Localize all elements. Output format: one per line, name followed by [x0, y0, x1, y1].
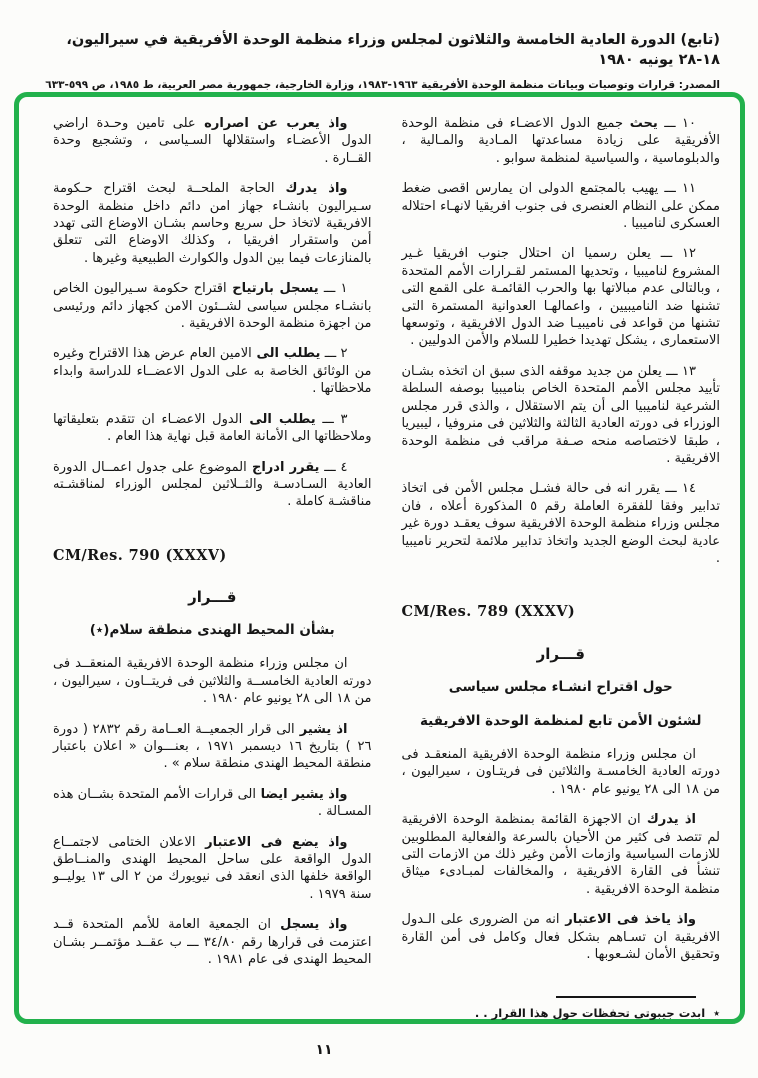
footnote-text: ابدت جيبوتى تحفظات حول هذا القرار . . — [474, 1006, 710, 1021]
paragraph-text: الدول الاعضـاء ان تتقدم بتعليقاتها وملاحظاتها الى الأمانة العامة قبل نهاية هذا العام . — [53, 411, 372, 445]
paragraph-text: ان مجلس وزراء منظمة الوحدة الافريقية المنعقـد فى دورته العادية الخامسـة والثلاثين فى فريتـاون ، سيراليون ، من ١٨ الى ٢٨ يونيو عام ١٩٨٠ . — [401, 747, 720, 797]
paragraph — [53, 411, 372, 446]
paragraph-text: يعلن من جديد موقفه الذى سبق ان اتخذه بشـان تأييد مجلس الأمم المتحدة الخاص بناميبيا بوصفه السلطة الشرعية لناميبيا الى أن يتم الاستقلال ، والذى قرر مجلس الوزراء فى دورته العادية الثالثة والثلاثين فى منروفيا ، ليبيريا ، طبقا لاختصاصه منحه صـفة مراقب فى منظمة الوحدة الافريقية . — [401, 363, 720, 466]
resolution-ref: CM/Res. 790 (XXXV) — [53, 546, 227, 564]
paragraph-text: الى قرار الجمعيــة العــامة رقم ٢٨٣٢ ( دورة ٢٦ ) بتاريخ ١٦ ديسمبر ١٩٧١ ، بعنـــوان « اعلان باعتبار منطقة المحيط الهندى منطقة سلام » . — [53, 721, 372, 772]
paragraph-text: الامين العام عرض هذا الاقتراح وغيره من الوثائق الخاصة به على الدول الاعضــاء للدراسة وابداء ملاحظاتها . — [53, 346, 372, 397]
paragraph-text: جميع الدول الاعضـاء فى منظمة الوحدة الأفريقية على زيادة مساعدتها المـادية والمـالية ، والدبلوماسية ، والسياسية لمنظمة سوابو . — [401, 116, 720, 166]
column-right — [401, 115, 721, 1021]
resolution-subtitle: حول اقتراح انشـاء مجلس سياسى — [448, 678, 673, 695]
paragraph — [53, 721, 372, 773]
paragraph — [402, 746, 721, 798]
paragraph-number: ١٤ ـــ — [659, 481, 696, 497]
paragraph-number: ١ ـــ — [318, 281, 348, 297]
paragraph-number: ١٣ ـــ — [661, 363, 696, 379]
paragraph — [53, 180, 372, 267]
paragraph-text: ان الاجهزة القائمة بمنظمة الوحدة الافريقية لم تتصد فى كثير من الأحيان بالسرعة والفعالية المطلوبين للازمات السياسية وازمات الأمن وغير ذلك من الازمات التى تنشأ فى القارة الافريقية ، والمخالفات لمبـادىء ميثاق منظمة الوحدة الافريقية . — [401, 812, 720, 897]
paragraph — [402, 363, 721, 467]
paragraph-text: يعلن رسميا ان احتلال جنوب افريقيا غـير المشروع لناميبيا ، وتحديها المستمر لقـرارات الأمم المتحدة ، وبالتالى عدم مبالاتها بها والحرب القائمـة على القمع التى تشنها ضد الناميبيين ، واعمالهـا العدوانية المستمرة التى تشنها من قواعد فى ناميبيـا ضد الدول الافريقية ، وتوسعها الاستعمارى ، يشكل تهديدا خطيرا للسلام والأمن الدوليين . — [401, 246, 720, 349]
paragraph-lead: واذ يشير ايضا — [256, 786, 348, 802]
source-line: المصدر: قرارات وتوصيات وبيانات منظمة الوحدة الأفريقية ١٩٦٣-١٩٨٣، وزارة الخارجية، جمهورية مصر العربية، ط ١٩٨٥، ص ٥٩٩-٦٣٣ — [45, 78, 720, 91]
paragraph — [402, 245, 721, 349]
paragraph — [53, 459, 372, 511]
paragraph — [53, 345, 372, 397]
paragraph-number: ١٠ ـــ — [657, 116, 696, 131]
footnote-divider — [556, 996, 696, 998]
paragraph-lead: يطلب الى — [251, 346, 321, 362]
paragraph-text: اقتراح حكومة سـيراليون الخاص بانشـاء مجلس سياسى لشــئون الامن كجهاز دائم ورئيسى من اجهزة منظمة الوحدة الافريقية . — [53, 281, 372, 332]
paragraph-number: ١١ ـــ — [658, 181, 696, 197]
paragraph-lead: يقرر ادراج — [246, 459, 320, 475]
green-border-frame — [14, 92, 745, 1024]
resolution-subtitle: بشأن المحيط الهندى منطقة سلام(٭) — [89, 622, 335, 639]
two-column-text — [53, 115, 720, 1021]
footnote-block — [402, 988, 721, 1022]
paragraph — [402, 811, 721, 898]
paragraph — [402, 911, 721, 963]
paragraph-number: ٢ ـــ — [320, 346, 348, 362]
paragraph-lead: واذ يضع فى الاعتبار — [195, 834, 348, 850]
paragraph-lead: يطلب الى — [242, 411, 316, 427]
resolution-title: قـــرار — [536, 644, 585, 663]
paragraph — [402, 180, 721, 232]
paragraph — [53, 786, 372, 821]
paragraph-lead: اذ يدرك — [640, 812, 696, 828]
paragraph-lead: واذ يدرك — [274, 181, 348, 197]
paragraph — [402, 115, 721, 167]
paragraph-text: الى قرارات الأمم المتحدة بشــان هذه المسـالة . — [53, 786, 372, 820]
paragraph-lead: واذ يسجل — [271, 917, 348, 933]
column-left — [53, 115, 372, 1007]
resolution-title: قـــرار — [188, 588, 237, 607]
paragraph-lead: واذ يعرب عن اصراره — [195, 116, 348, 131]
resolution-ref: CM/Res. 789 (XXXV) — [401, 603, 576, 621]
paragraph — [53, 115, 372, 167]
paragraph-text: انه من الضرورى على الـدول الافريقية ان تسـاهم بشكل فعال وكامل فى أمن القارة وتحقيق الأمان لشـعوبها . — [401, 912, 720, 963]
paragraph — [53, 655, 372, 707]
paragraph-number: ٤ ـــ — [319, 459, 348, 475]
resolution-subtitle: لشئون الأمن تابع لمنظمة الوحدة الافريقية — [420, 712, 702, 729]
page-header — [38, 30, 720, 91]
page-number: ١١ — [315, 1042, 333, 1058]
paragraph — [53, 280, 372, 332]
paragraph-text: الحاجة الملحــة لبحث اقتراح حـكومة سـيراليون بانشـاء جهاز امن دائم داخل منظمة الوحدة الافريقية لاتخاذ حل سريع وحاسم بشـان الاوضاع التى تهدد أمن واستقرار افريقيا ، وكذلك الاوضاع التى تتعلق بالمنازعات فيما بين الدول والكوارث الطبيعية وغيرها . — [53, 181, 372, 266]
session-title: (تابع) الدورة العادية الخامسة والثلاثون لمجلس وزراء منظمة الوحدة الأفريقية في سيراليون، ١٨-٢٨ يونيه ١٩٨٠ — [66, 32, 720, 69]
paragraph-text: ان مجلس وزراء منظمة الوحدة الافريقية المنعقــد فى دورته العادية الخامســة والثلاثين فى فريتــاون ، سيراليون ، من ١٨ الى ٢٨ يونيو عام ١٩٨٠ . — [53, 656, 372, 707]
paragraph-number: ١٢ ـــ — [650, 246, 696, 262]
paragraph-text: ان الجمعية العامة للأمم المتحدة قــد اعتزمت فى قرارها رقم ٣٤/٨٠ ـــ ب عقــد مؤتمــر بشـان المحيط الهندى فى عام ١٩٨١ . — [53, 917, 372, 967]
paragraph-text: يهيب بالمجتمع الدولى ان يمارس اقصى ضغط ممكن على النظام العنصرى فى جنوب افريقيا لانهـاء احتلاله العسكرى لناميبيا . — [401, 181, 720, 232]
paragraph-lead: يسجل بارتياح — [226, 281, 319, 297]
paragraph-lead: يحث — [622, 116, 658, 131]
paragraph — [53, 834, 372, 904]
paragraph-number: ٣ ـــ — [315, 411, 348, 427]
footnote-asterisk-icon: ٭ — [713, 1005, 720, 1021]
paragraph-text: الموضوع على جدول اعمــال الدورة العادية السـادسـة والثــلاثين لمجلس الوزراء لمناقشـته مناقشـة كاملة . — [53, 459, 372, 510]
paragraph-lead: اذ يشير — [294, 721, 348, 737]
paragraph-text: يقرر انه فى حالة فشـل مجلس الأمن فى اتخاذ تدابير وفقا للفقرة العاملة رقم ٥ المذكورة أعلاه ، فان مجلس وزراء منظمة الوحدة الافريقية سوف يعقـد دورة غير عادية لبحث الوضع الجديد واتخاذ تدابير ملائمة لتحرير ناميبيا . — [401, 481, 720, 566]
paragraph-text: على تامين وحـدة اراضي الدول الأعضـاء واستقلالها السـياسى ، وتشجيع وحدة القــارة . — [53, 116, 372, 166]
paragraph — [53, 916, 372, 968]
footnote — [402, 1005, 721, 1022]
paragraph-lead: واذ ياخذ فى الاعتبار — [559, 912, 696, 928]
paragraph — [402, 480, 721, 567]
paragraph-text: الاعلان الختامى لاجتمــاع الدول الواقعة على ساحل المحيط الهندى والمنــاطق الواقعة خلفها الذى انعقد فى نيويورك من ٢ الى ١٣ يوليــو سنة ١٩٧٩ . — [53, 834, 372, 902]
